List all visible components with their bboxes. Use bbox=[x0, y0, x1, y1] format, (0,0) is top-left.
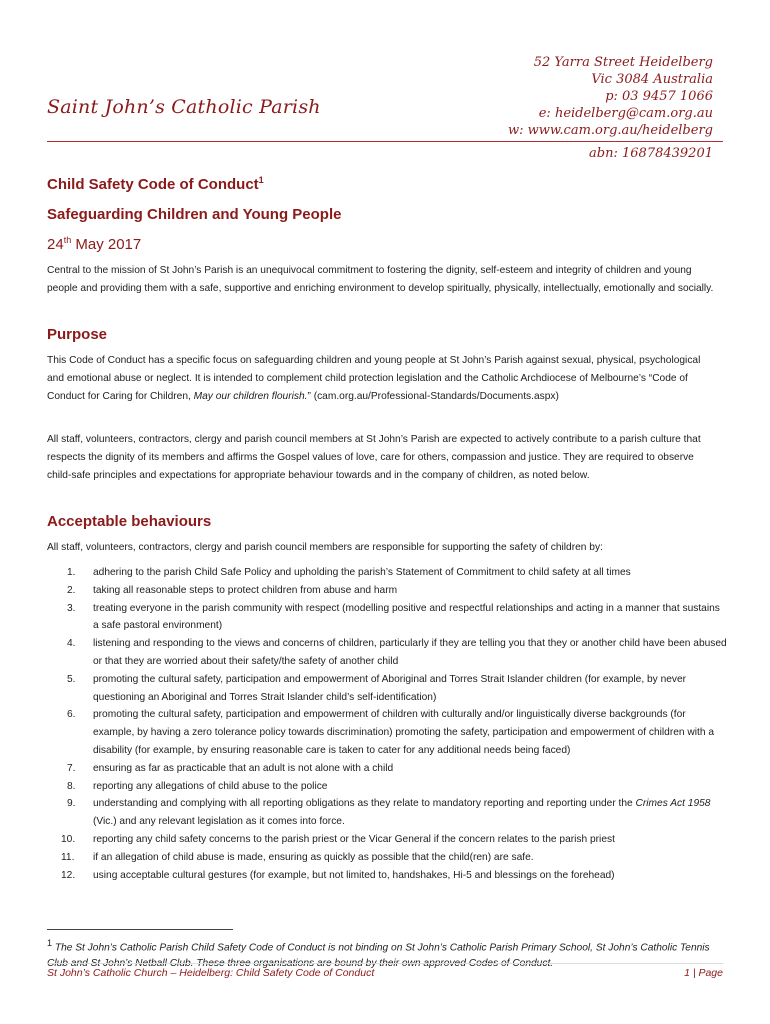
address-street: 52 Yarra Street Heidelberg bbox=[533, 55, 713, 70]
document-subtitle: Safeguarding Children and Young People bbox=[47, 206, 342, 223]
list-item: 2. taking all reasonable steps to protect children from abuse and harm bbox=[67, 584, 398, 596]
page-number: 1 | Page bbox=[684, 967, 723, 979]
list-item: 4. listening and responding to the views and concerns of children, particularly if they are telling you that they or another child have been abused or that they are worried about their safety/the safety of another child bbox=[67, 638, 727, 667]
footnote: $^1$ The St John’s Catholic Parish Child Safety Code of Conduct is not binding on St John’s Catholic Parish Primary School, St John’s Catholic Tennis Club and St John’s Netball Club. These three organisations are bound by their own approved Codes of Conduct. bbox=[47, 938, 710, 970]
list-item: 8. reporting any allegations of child abuse to the police bbox=[67, 780, 328, 792]
address-phone: p: 03 9457 1066 bbox=[605, 89, 713, 104]
footnote-divider bbox=[47, 929, 233, 930]
acceptable-behaviours-list bbox=[47, 564, 727, 884]
parish-address bbox=[508, 54, 713, 139]
list-item: 10. reporting any child safety concerns to the parish priest or the Vicar General if the concern relates to the parish priest bbox=[61, 833, 615, 845]
address-state: Vic 3084 Australia bbox=[591, 72, 713, 87]
address-email: e: heidelberg@cam.org.au bbox=[538, 106, 713, 121]
document-date: 24th May 2017 bbox=[47, 235, 142, 253]
list-item: 3. treating everyone in the parish community with respect (modelling positive and respectful relationships and acting in a manner that sustains a safe pastoral environment) bbox=[67, 602, 720, 632]
list-item: 11. if an allegation of child abuse is made, ensuring as quickly as possible that the child(ren) are safe. bbox=[61, 851, 534, 863]
acceptable-behaviours-intro: All staff, volunteers, contractors, clergy and parish council members are responsible for supporting the safety of children by: bbox=[47, 542, 603, 553]
list-item: 6. promoting the cultural safety, participation and empowerment of children with culturally and/or linguistically diverse backgrounds (for example, by having a zero tolerance policy towards discrimination) promoting the safety, participation and empowerment of children with a disability (for example, by ensuring reasonable care is taken to cater for any additional needs being faced) bbox=[67, 709, 714, 756]
address-website: w: www.cam.org.au/heidelberg bbox=[507, 123, 713, 138]
page-footer bbox=[47, 963, 723, 979]
purpose-paragraph-1: This Code of Conduct has a specific focus on safeguarding children and young people at St John’s Parish against sexual, physical, psychological and emotional abuse or neglect. It is intended to complement child protection legislation and the Catholic Archdiocese of Melbourne’s “Code of Conduct for Caring for Children, May our children flourish.” (cam.org.au/Professional-Standards/Documents.aspx) bbox=[47, 355, 701, 402]
list-item: 5. promoting the cultural safety, participation and empowerment of Aboriginal and Torres Strait Islander children (for example, by never questioning an Aboriginal and Torres Strait Islander child’s self-identification) bbox=[67, 673, 687, 703]
parish-name: Saint John’s Catholic Parish bbox=[47, 96, 321, 118]
list-item: 12. using acceptable cultural gestures (for example, but not limited to, handshakes, Hi-5 and blessings on the forehead) bbox=[61, 869, 615, 881]
abn-number: abn: 16878439201 bbox=[589, 146, 713, 161]
footnote-ref: 1 bbox=[258, 175, 264, 185]
intro-paragraph: Central to the mission of St John’s Parish is an unequivocal commitment to fostering the dignity, self-esteem and integrity of children and young people and providing them with a safe, supportive and enriching environment to develop spiritually, physically, intellectually, emotionally and socially. bbox=[47, 265, 714, 294]
list-item: 9. understanding and complying with all reporting obligations as they relate to mandatory reporting and reporting under the Crimes Act 1958 (Vic.) and any relevant legislation as it comes into force. bbox=[67, 798, 711, 828]
acceptable-behaviours-heading: Acceptable behaviours bbox=[47, 513, 212, 530]
header-divider bbox=[47, 141, 723, 142]
list-item: 7. ensuring as far as practicable that an adult is not alone with a child bbox=[67, 762, 394, 774]
purpose-heading: Purpose bbox=[47, 326, 108, 343]
footer-title: St John’s Catholic Church – Heidelberg: Child Safety Code of Conduct bbox=[47, 967, 375, 979]
purpose-paragraph-2: All staff, volunteers, contractors, clergy and parish council members at St John’s Parish are expected to actively contribute to a parish culture that respects the dignity of its members and affirms the Gospel values of love, care for others, compassion and justice. They are required to observe child-safe principles and expectations for appropriate behaviour towards and in the company of children, as noted below. bbox=[47, 434, 701, 481]
document-title: Child Safety Code of Conduct$^1$ bbox=[47, 175, 264, 193]
list-item: 1. adhering to the parish Child Safe Policy and upholding the parish’s Statement of Commitment to child safety at all times bbox=[67, 567, 631, 578]
